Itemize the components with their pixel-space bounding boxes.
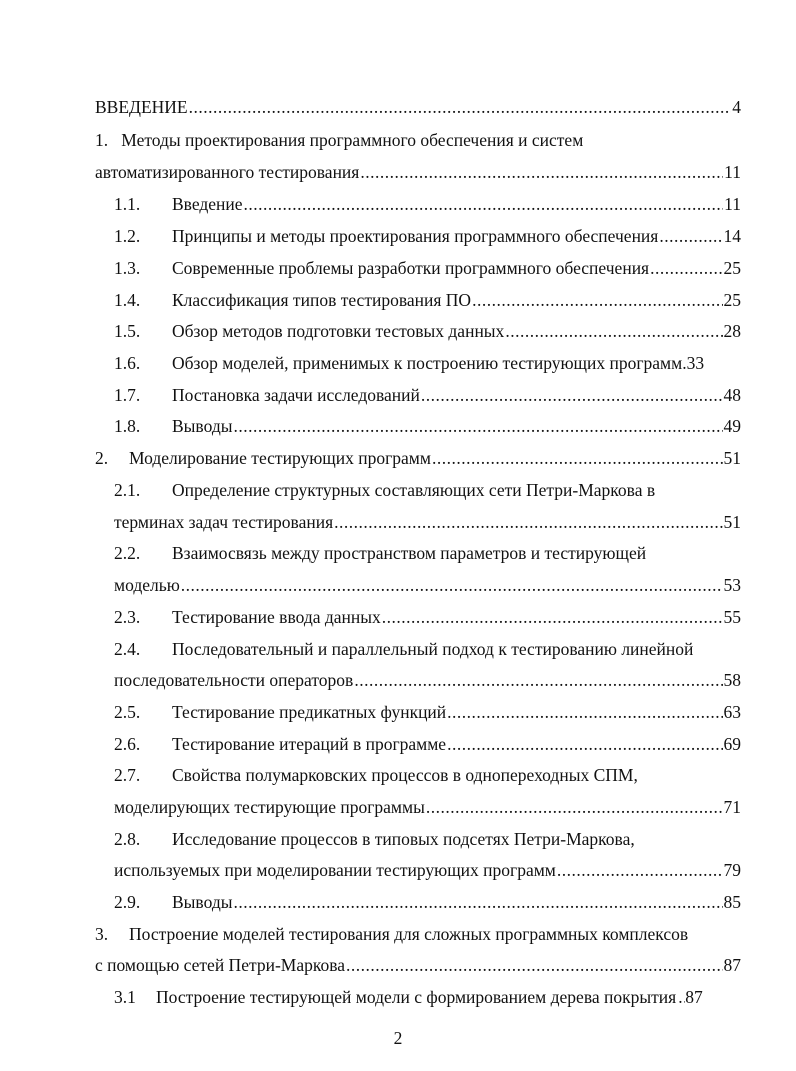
toc-num: 3. [95,924,109,944]
toc-entry-2-7-line1 [114,762,638,788]
toc-title: Тестирование итераций в программе [172,734,447,754]
toc-entry-2-4-line2 [114,667,741,693]
toc-entry-2-1-line1 [114,477,655,503]
toc-title: Моделирование тестирующих программ [129,448,431,468]
toc-page: 55 [723,607,741,627]
toc-title: Свойства полумарковских процессов в однопереходных СПМ, [172,765,638,785]
toc-title: с помощью сетей Петри-Маркова [95,955,346,975]
toc-num: 1.3. [114,258,141,278]
toc-entry-2-1-line2 [114,509,741,535]
toc-page: 11 [724,162,741,182]
toc-title: Исследование процессов в типовых подсетях Петри-Маркова, [172,829,635,849]
toc-num: 1.7. [114,385,141,405]
toc-page: 58 [723,670,741,690]
toc-entry-2-2-line1 [114,540,646,566]
toc-page: 33 [686,353,705,373]
toc-page: 71 [723,797,741,817]
toc-title: последовательности операторов [114,670,354,690]
toc-title: Выводы [172,416,233,436]
toc-entry [114,287,741,313]
toc-entry [114,889,741,915]
toc-title: Обзор методов подготовки тестовых данных [172,321,505,341]
toc-num: 3.1 [114,987,136,1007]
toc-title: Тестирование ввода данных [172,607,381,627]
toc-entry [114,318,741,344]
toc-entry-2-8-line1 [114,826,635,852]
toc-entry-2-2-line2 [114,572,741,598]
toc-title: Постановка задачи исследований [172,385,420,405]
toc-page: 28 [723,321,741,341]
toc-entry [114,223,741,249]
toc-entry [114,191,741,217]
toc-entry [114,984,741,1010]
toc-title: терминах задач тестирования [114,512,334,532]
toc-entry-2-7-line2 [114,794,741,820]
toc-title: Принципы и методы проектирования программного обеспечения [172,226,659,246]
toc-entry-2-8-line2 [114,857,741,883]
toc-page: 4 [732,97,741,117]
toc-num: 2.9. [114,892,141,912]
page-number: 2 [393,1028,403,1048]
toc-num: 1.5. [114,321,141,341]
toc-entry [114,699,741,725]
toc-entry [114,731,741,757]
toc-num: 1.1. [114,194,141,214]
toc-num: 1.2. [114,226,141,246]
toc-entry-intro [95,94,741,120]
toc-page: 25 [723,290,741,310]
toc-page: 49 [723,416,741,436]
toc-entry-ch1-line1 [95,127,583,153]
toc-title: Классификация типов тестирования ПО [172,290,472,310]
toc-page: 51 [723,448,741,468]
toc-title: Методы проектирования программного обеспечения и систем [121,130,584,150]
toc-title: Выводы [172,892,233,912]
toc-page: 85 [723,892,741,912]
toc-num: 2.7. [114,765,141,785]
toc-entry [114,255,741,281]
toc-entry-ch2 [95,445,741,471]
toc-num: 2.1. [114,480,141,500]
toc-title: Современные проблемы разработки программного обеспечения [172,258,650,278]
toc-entry-ch3-line1 [95,921,688,947]
toc-title: Взаимосвязь между пространством параметров и тестирующей [172,543,647,563]
toc-title: Обзор моделей, применимых к построению тестирующих программ. [172,353,687,373]
toc-num: 2.3. [114,607,141,627]
toc-page: 53 [723,575,741,595]
toc-title: Определение структурных составляющих сети Петри-Маркова в [172,480,656,500]
toc-num: 2.4. [114,639,141,659]
toc-num: 1. [95,130,109,150]
toc-num: 1.6. [114,353,141,373]
toc-entry [114,413,741,439]
toc-title: Введение [172,194,243,214]
toc-entry-ch3-line2 [95,952,741,978]
toc-num: 2.6. [114,734,141,754]
toc-title: моделирующих тестирующие программы [114,797,425,817]
toc-page: 79 [723,860,741,880]
toc-page: 87 [723,955,741,975]
toc-title: моделью [114,575,180,595]
toc-entry-2-4-line1 [114,636,693,662]
toc-title: Построение моделей тестирования для сложных программных комплексов [129,924,689,944]
toc-num: 2.8. [114,829,141,849]
toc-page: 63 [723,702,741,722]
toc-page: 69 [723,734,741,754]
toc-num: 1.8. [114,416,141,436]
toc-title: автоматизированного тестирования [95,162,360,182]
toc-num: 2.5. [114,702,141,722]
toc-title: ВВЕДЕНИЕ [95,97,188,117]
toc-title: Построение тестирующей модели с формированием дерева покрытия [156,987,677,1007]
toc-num: 1.4. [114,290,141,310]
toc-title: Последовательный и параллельный подход к тестированию линейной [172,639,694,659]
toc-entry [114,604,741,630]
toc-page: 11 [724,194,741,214]
toc-page: 51 [723,512,741,532]
toc-page: 87 [685,987,703,1007]
toc-entry [114,382,741,408]
toc-num: 2.2. [114,543,141,563]
toc-entry [114,350,741,376]
toc-title: используемых при моделировании тестирующих программ [114,860,556,880]
toc-page: 14 [723,226,741,246]
toc-num: 2. [95,448,109,468]
toc-title: Тестирование предикатных функций [172,702,447,722]
toc-page: 48 [723,385,741,405]
toc-entry-ch1-line2 [95,159,741,185]
toc-page: 25 [723,258,741,278]
